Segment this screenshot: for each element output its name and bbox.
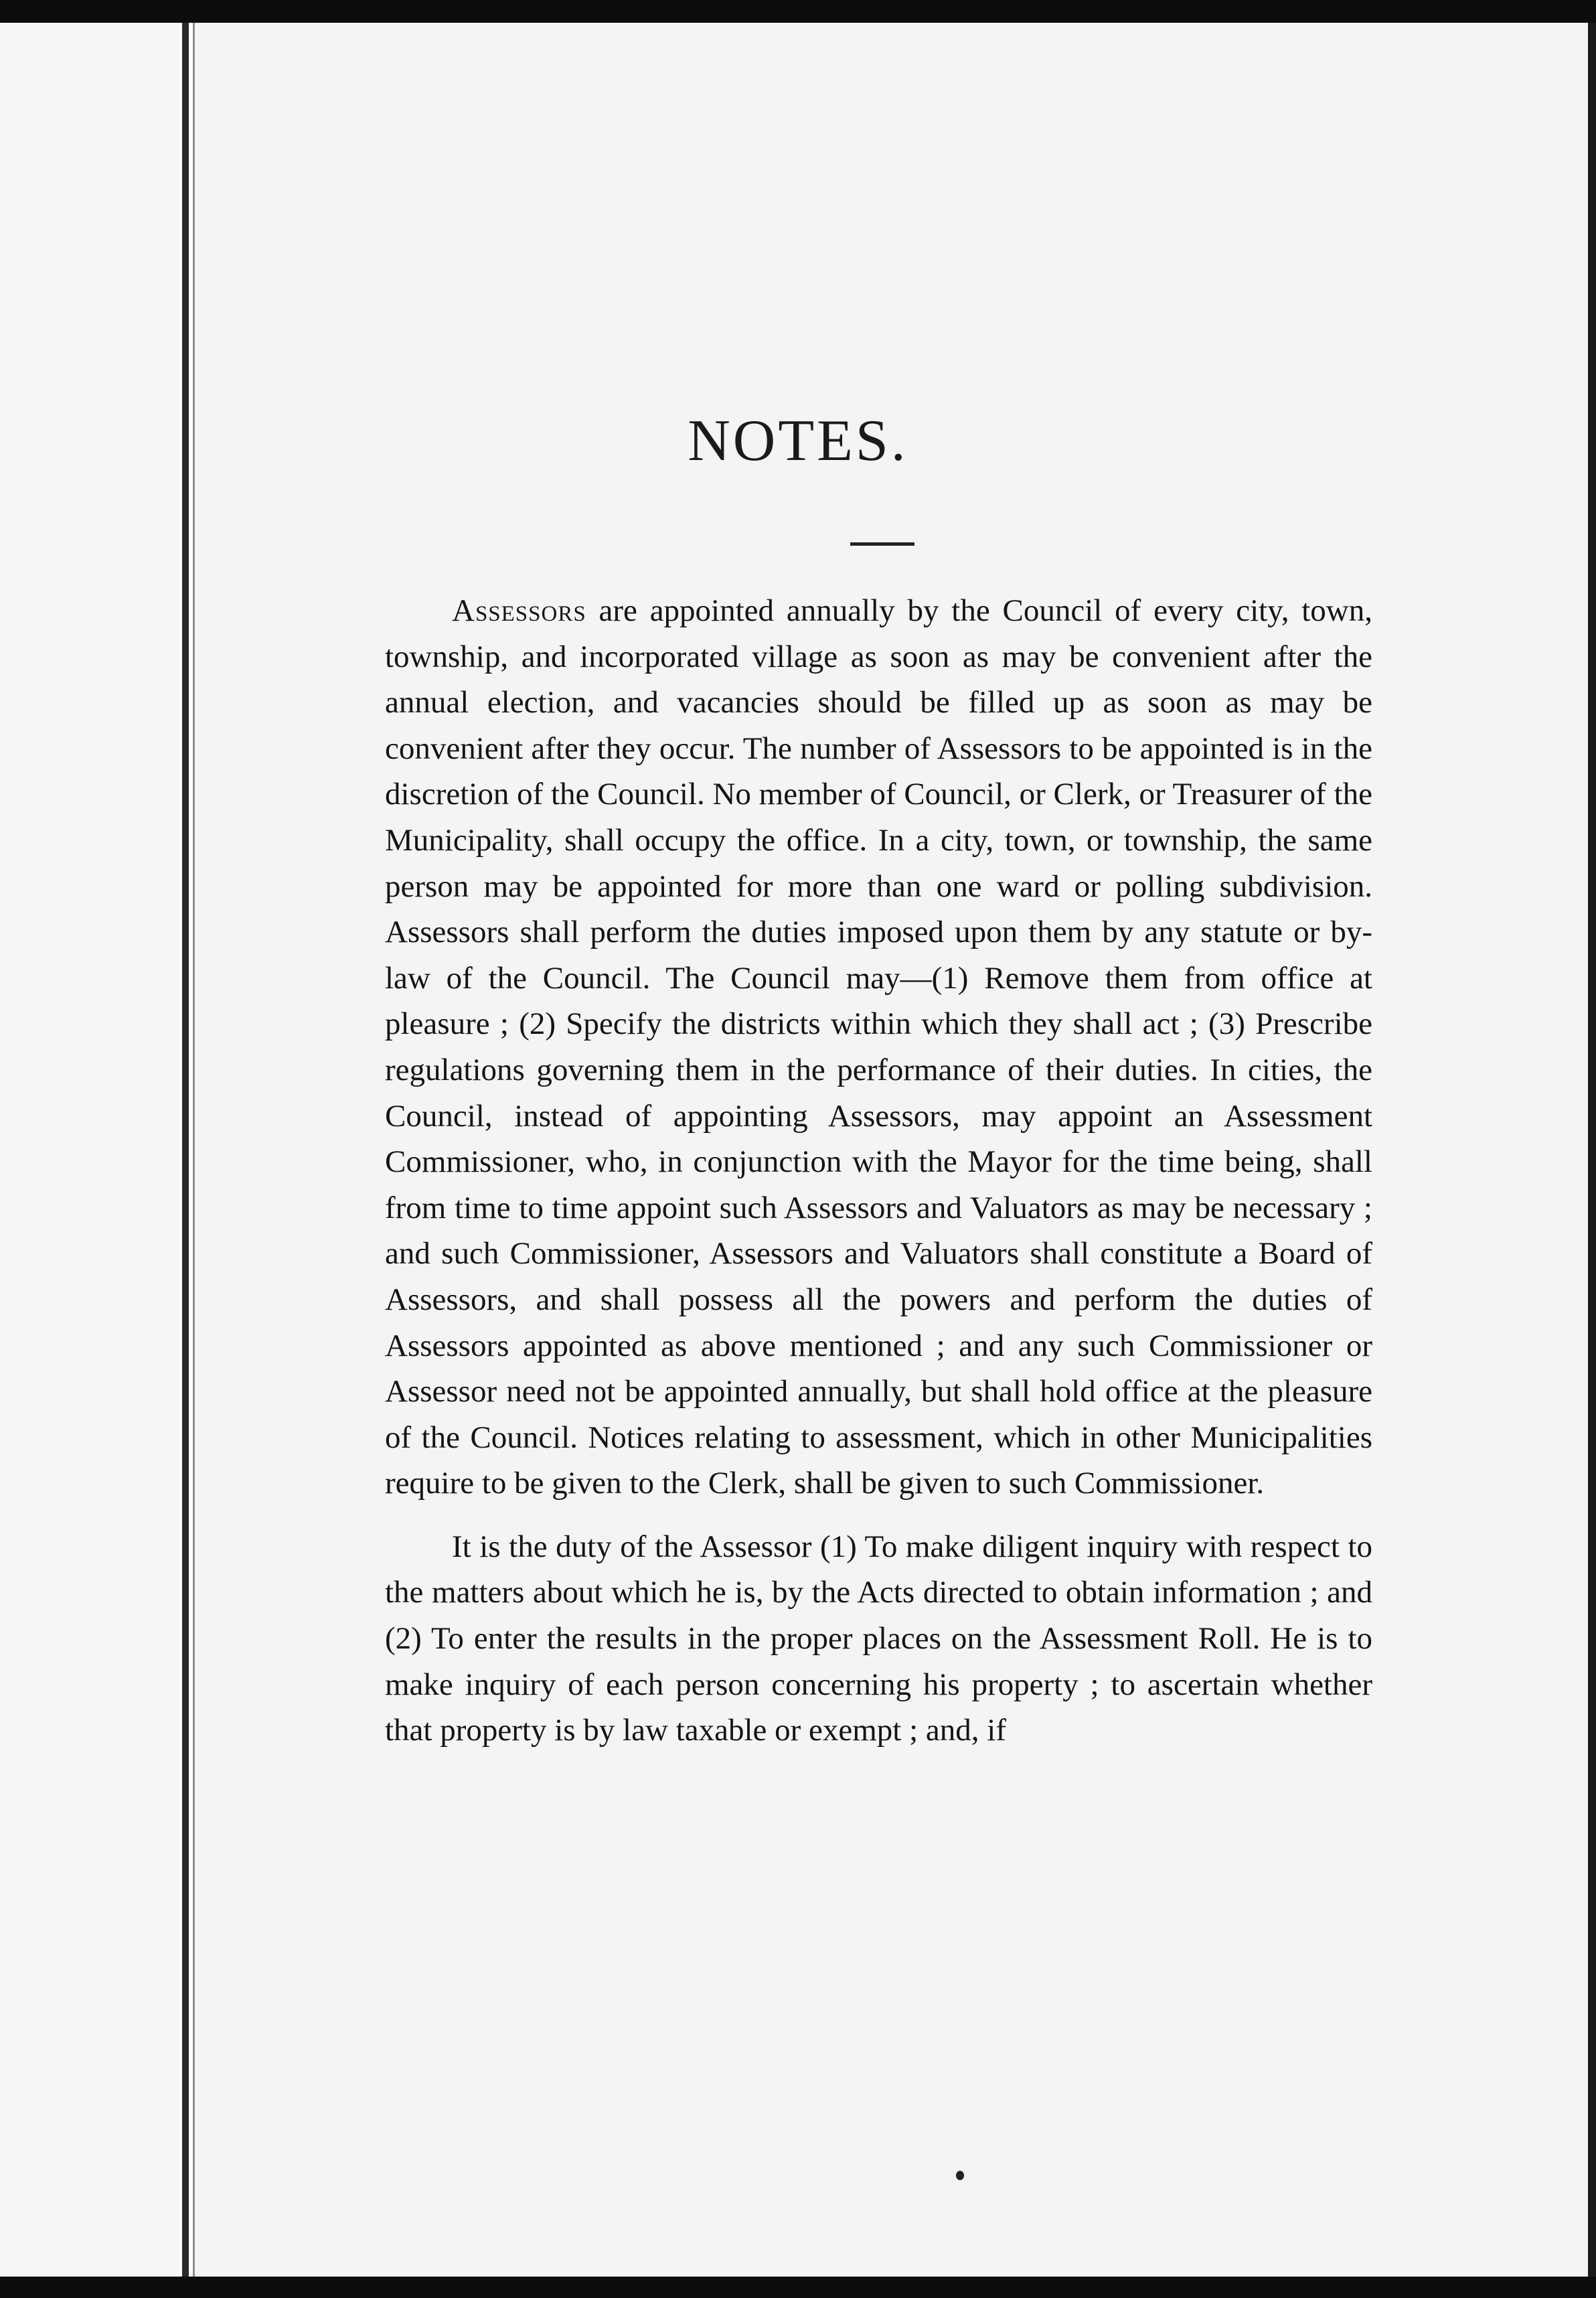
paragraph-lead: Assessors — [452, 593, 586, 628]
scan-top-border — [0, 0, 1596, 23]
page-mark — [956, 2171, 964, 2180]
notes-body — [385, 588, 1372, 1754]
paragraph — [385, 1524, 1372, 1754]
page-title: NOTES. — [688, 408, 908, 473]
paragraph-text: are appointed annually by the Council of every city, town, township, and incorporated village as soon as may be convenient after the annual election, and vacancies should be filled up as soon as may be convenient after they occur. The number of Assessors to be appointed is in the discretion of the Council. No member of Council, or Clerk, or Treasurer of the Municipality, shall occupy the office. In a city, town, or township, the same person may be appointed for more than one ward or polling subdivision. Assessors shall perform the duties imposed upon them by any statute or by-law of the Council. The Council may—(1) Remove them from office at pleasure ; (2) Specify the districts within which they shall act ; (3) Prescribe regulations governing them in the performance of their duties. In cities, the Council, instead of appointing Assessors, may appoint an Assessment Commissioner, who, in conjunction with the Mayor for the time being, shall from time to time appoint such Assessors and Valuators as may be necessary ; and such Commissioner, Assessors and Valuators shall constitute a Board of Assessors, and shall possess all the powers and perform the duties of Assessors appointed as above mentioned ; and any such Commissioner or Assessor need not be appointed annually, but shall hold office at the pleasure of the Council. Notices relating to assessment, which in other Municipalities require to be given to the Clerk, shall be given to such Commissioner. — [385, 593, 1372, 1501]
scan-left-margin — [0, 23, 179, 2277]
paragraph-text: It is the duty of the Assessor (1) To make diligent inquiry with respect to the matters about which he is, by the Acts directed to obtain information ; and (2) To enter the results in the proper places on the Assessment Roll. He is to make inquiry of each person concerning his property ; to ascertain whether that property is by law taxable or exempt ; and, if — [385, 1529, 1372, 1748]
scan-bottom-border — [0, 2277, 1596, 2298]
scan-right-border — [1588, 23, 1596, 2277]
paragraph — [385, 588, 1372, 1507]
binding-edge — [182, 23, 189, 2277]
binding-edge-shadow — [193, 23, 195, 2277]
title-rule — [850, 542, 914, 546]
